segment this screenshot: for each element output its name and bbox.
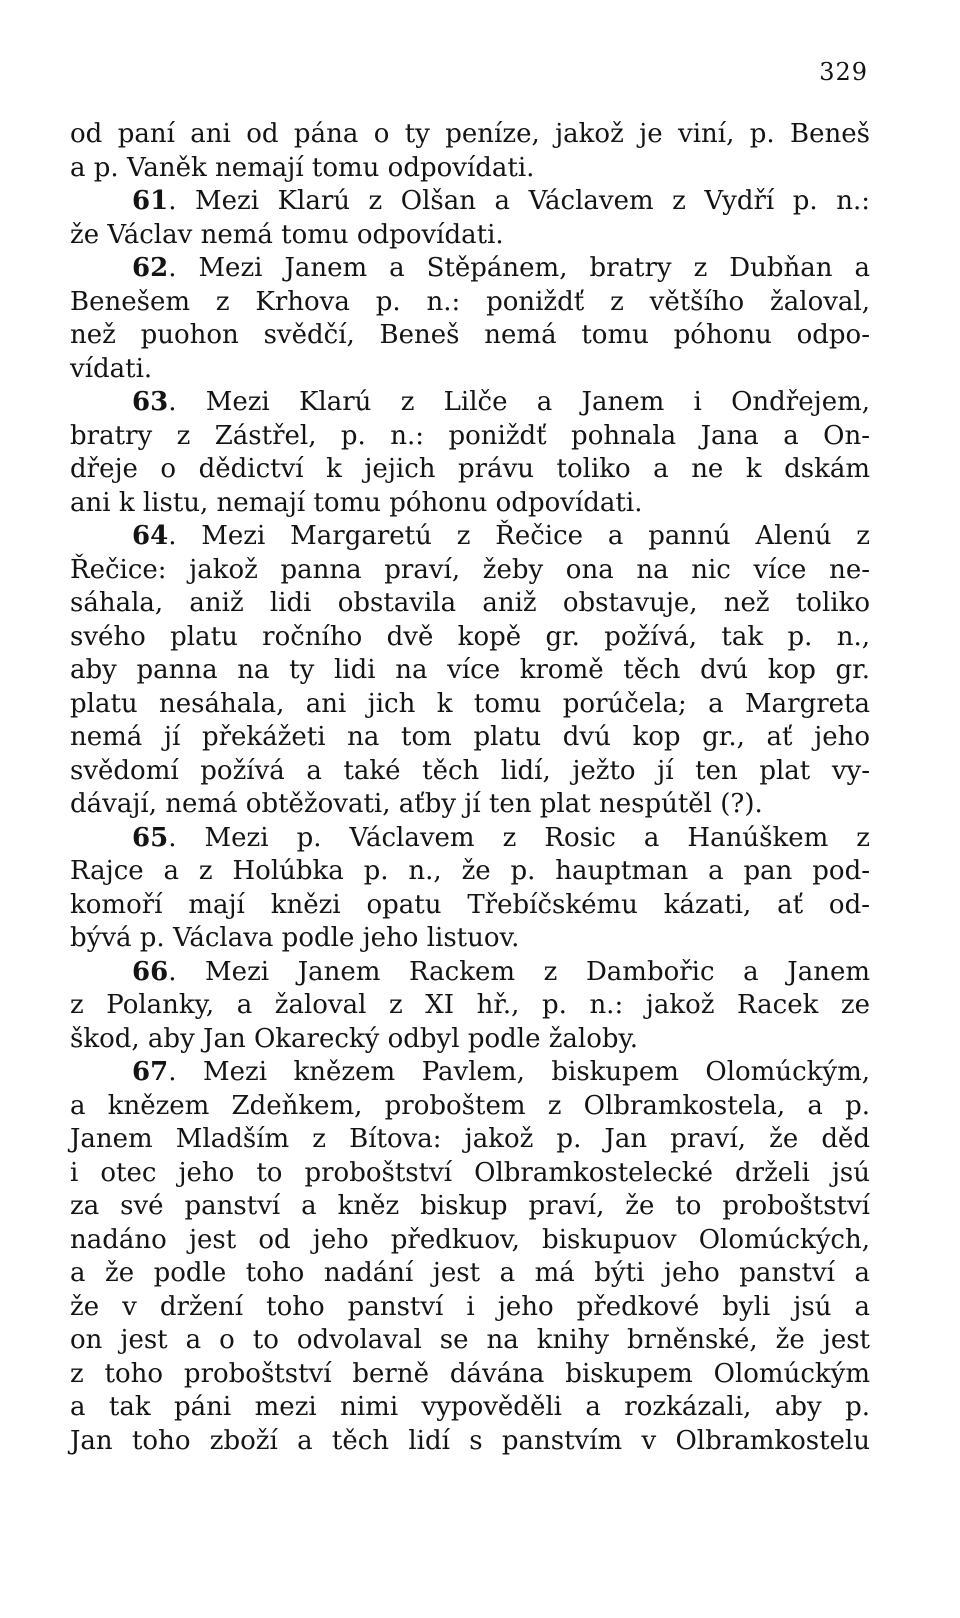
- text-line: [70, 587, 870, 621]
- paragraph-start-line: [70, 822, 870, 856]
- text-line: [70, 152, 870, 186]
- text-line: [70, 453, 870, 487]
- paragraph-start-line: [70, 520, 870, 554]
- line-text: . Mezi p. Václavem z Rosic a Hanúškem z: [168, 822, 870, 853]
- paragraph-number: 67: [132, 1057, 169, 1087]
- line-text: ani k listu, nemají tomu póhonu odpovídati.: [70, 487, 643, 518]
- paragraph-number: 61: [132, 186, 169, 216]
- line-text: . Mezi Janem a Stěpánem, bratry z Dubňan a: [168, 253, 870, 283]
- line-text: platu nesáhala, ani jich k tomu porúčela; a Margreta: [70, 688, 870, 719]
- text-line: [70, 1123, 870, 1157]
- line-text: z Polanky, a žaloval z XI hř., p. n.: jakož Racek ze: [70, 990, 870, 1020]
- line-text: . Mezi Margaretú z Řečice a pannú Alenú z: [168, 521, 870, 551]
- text-line: [70, 1425, 870, 1459]
- line-text: i otec jeho to proboštství Olbramkostelecké drželi jsú: [70, 1157, 870, 1188]
- page-number: 329: [819, 58, 868, 86]
- text-line: [70, 420, 870, 454]
- text-line: [70, 1090, 870, 1124]
- line-text: bývá p. Václava podle jeho listuov.: [70, 923, 520, 953]
- line-text: Řečice: jakož panna praví, žeby ona na nic více ne-: [70, 554, 870, 585]
- line-text: . Mezi Janem Rackem z Dambořic a Janem: [168, 956, 870, 987]
- line-text: dřeje o dědictví k jejich právu toliko a ne k dskám: [70, 454, 870, 484]
- text-line: [70, 487, 870, 521]
- text-line: [70, 1324, 870, 1358]
- paragraph-start-line: [70, 956, 870, 990]
- text-line: [70, 1190, 870, 1224]
- text-line: [70, 1291, 870, 1325]
- text-line: [70, 1391, 870, 1425]
- text-line: [70, 1224, 870, 1258]
- paragraph-start-line: [70, 185, 870, 219]
- line-text: . Mezi Klarú z Olšan a Václavem z Vydří p. n.:: [168, 186, 870, 216]
- paragraph-start-line: [70, 252, 870, 286]
- line-text: nadáno jest od jeho předkuov, biskupuov Olomúckých,: [70, 1224, 870, 1255]
- text-line: [70, 286, 870, 320]
- line-text: z toho proboštství berně dávána biskupem Olomúckým: [70, 1358, 870, 1389]
- text-line: [70, 319, 870, 353]
- paragraph-number: 65: [132, 822, 169, 853]
- text-line: [70, 989, 870, 1023]
- line-text: a tak páni mezi nimi vypověděli a rozkázali, aby p.: [70, 1392, 870, 1422]
- paragraph-start-line: [70, 1056, 870, 1090]
- line-text: a p. Vaněk nemají tomu odpovídati.: [70, 152, 535, 183]
- paragraph-number: 66: [132, 956, 169, 987]
- line-text: vídati.: [70, 353, 153, 384]
- line-text: svědomí požívá a také těch lidí, ježto jí ten plat vy-: [70, 755, 870, 786]
- text-line: [70, 788, 870, 822]
- text-line: [70, 889, 870, 923]
- text-line: [70, 554, 870, 588]
- text-line: [70, 922, 870, 956]
- text-line: [70, 219, 870, 253]
- line-text: Janem Mladším z Bítova: jakož p. Jan praví, že děd: [70, 1124, 870, 1154]
- text-line: [70, 353, 870, 387]
- line-text: svého platu ročního dvě kopě gr. požívá, tak p. n.,: [70, 621, 870, 652]
- line-text: sáhala, aniž lidi obstavila aniž obstavuje, než toliko: [70, 588, 870, 618]
- line-text: aby panna na ty lidi na více kromě těch dvú kop gr.: [70, 655, 870, 685]
- line-text: že Václav nemá tomu odpovídati.: [70, 219, 504, 250]
- text-line: [70, 688, 870, 722]
- line-text: a že podle toho nadání jest a má býti jeho panství a: [70, 1258, 870, 1288]
- text-line: [70, 621, 870, 655]
- text-line: [70, 1157, 870, 1191]
- line-text: dávají, nemá obtěžovati, aťby jí ten plat nespútěl (?).: [70, 789, 763, 819]
- line-text: nemá jí překážeti na tom platu dvú kop gr., ať jeho: [70, 722, 870, 752]
- text-line: [70, 1023, 870, 1057]
- body-text: [70, 118, 870, 1458]
- text-line: [70, 1358, 870, 1392]
- text-line: [70, 1257, 870, 1291]
- line-text: škod, aby Jan Okarecký odbyl podle žaloby.: [70, 1023, 639, 1054]
- line-text: Rajce a z Holúbka p. n., že p. hauptman a pan pod-: [70, 856, 870, 886]
- text-line: [70, 654, 870, 688]
- line-text: on jest a o to odvolaval se na knihy brněnské, že jest: [70, 1325, 870, 1355]
- line-text: a knězem Zdeňkem, proboštem z Olbramkostela, a p.: [70, 1090, 870, 1121]
- paragraph-number: 63: [132, 387, 169, 417]
- paragraph-start-line: [70, 386, 870, 420]
- line-text: za své panství a kněz biskup praví, že to proboštství: [70, 1191, 870, 1221]
- paragraph-number: 62: [132, 253, 169, 283]
- text-line: [70, 721, 870, 755]
- line-text: . Mezi knězem Pavlem, biskupem Olomúckým,: [168, 1057, 870, 1087]
- line-text: Jan toho zboží a těch lidí s panstvím v Olbramkostelu: [70, 1425, 870, 1456]
- text-line: [70, 118, 870, 152]
- line-text: že v držení toho panství i jeho předkové byli jsú a: [70, 1291, 870, 1322]
- line-text: bratry z Zástřel, p. n.: poniždť pohnala Jana a On-: [70, 420, 870, 451]
- text-line: [70, 855, 870, 889]
- line-text: komoří mají knězi opatu Třebíčskému kázati, ať od-: [70, 889, 870, 920]
- line-text: Benešem z Krhova p. n.: poniždť z většího žaloval,: [70, 286, 870, 317]
- line-text: než puohon svědčí, Beneš nemá tomu póhonu odpo-: [70, 320, 870, 350]
- line-text: . Mezi Klarú z Lilče a Janem i Ondřejem,: [168, 387, 870, 417]
- paragraph-number: 64: [132, 521, 169, 551]
- line-text: od paní ani od pána o ty peníze, jakož je viní, p. Beneš: [70, 119, 870, 149]
- text-line: [70, 755, 870, 789]
